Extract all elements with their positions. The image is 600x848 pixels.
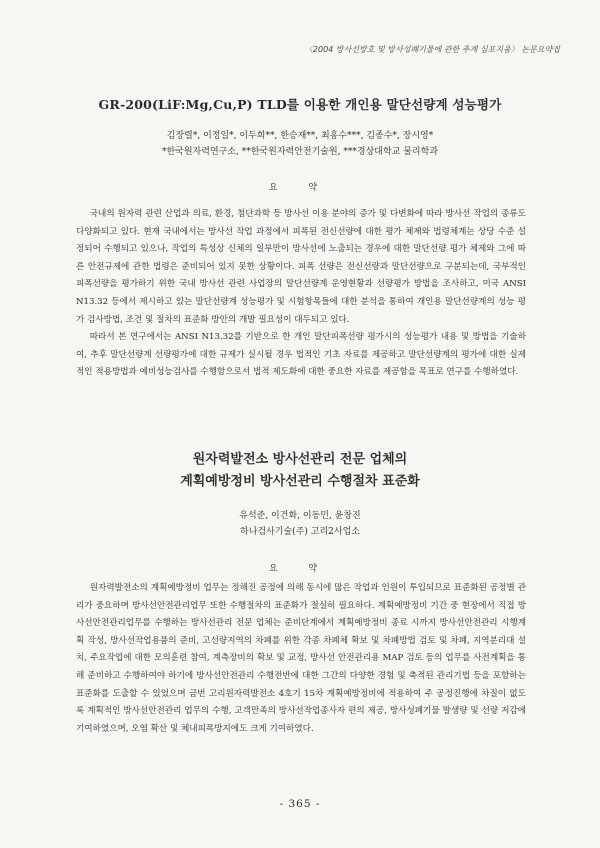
paper1-abstract xyxy=(76,206,526,382)
paper1-title: GR-200(LiF:Mg,Cu,P) TLD를 이용한 개인용 말단선량계 성능평가 xyxy=(98,97,502,112)
running-head: 〈2004 방사선방호 및 방사성폐기물에 관한 추계 심포지움〉 논문요약집 xyxy=(304,45,560,54)
paper1-abstract-heading: 요 약 xyxy=(268,183,332,193)
paper2-title-line2: 계획예방정비 방사선관리 수행절차 표준화 xyxy=(180,474,420,489)
paper2-abstract xyxy=(76,580,526,738)
paper1-paragraph: 국내의 원자력 관련 산업과 의료, 환경, 첨단과학 등 방사선 이용 분야의 증가 및 다변화에 따라 방사선 작업의 종류도 다양화되고 있다. 현재 국내에서는 방사선 작업 과정에서 피폭된 전신선량에 대한 평가 체제와 법령체계는 상당 수준 설정되어 수행되고 있으나, 작업의 특성상 신체의 일부만이 방사선에 노출되는 경우에 대한 말단선량 평가 체제와 그에 따른 안전규제에 관한 법령은 준비되어 있지 못한 상황이다. 피폭 선량은 전신선량과 말단선량으로 구분되는데, 국부적인 피폭선량을 평가하기 위한 국내 방사선 관련 사업장의 말단선량계 운영현황과 선량평가 방법을 조사하고, 미국 ANSI N13.32 등에서 제시하고 있는 말단선량계 성능평가 및 시험항목들에 대한 분석을 통하여 개인용 말단선량계의 성능 평가 검사방법, 조건 및 절차의 표준화 방안의 개발 필요성이 대두되고 있다. xyxy=(76,209,526,325)
paper1-authors: 김장렬*, 이정일*, 이두희**, 한승재**, 최홍수***, 김종수*, 장시영* xyxy=(166,131,434,141)
paper2-authors-block xyxy=(0,508,600,540)
paper1-affiliations: *한국원자력연구소, **한국원자력안전기술원, ***경상대학교 물리학과 xyxy=(161,147,439,157)
paper2-paragraph: 원자력발전소의 계획예방정비 업무는 정해진 공정에 의해 동시에 많은 작업과 인원이 투입되므로 표준화된 공정별 관리가 중요하며 방사선안전관리업무 또한 수행절차의 표준화가 절실히 필요하다. 계획예방정비 기간 중 현장에서 직접 방사선안전관리업무를 수행하는 방사선관리 전문 업체는 준비단계에서 계획예방정비 종료 시까지 방사선안전관리 시행계획 작성, 방사선작업용품의 준비, 고선량지역의 차폐를 위한 각종 차폐체 확보 및 차폐방법 검토 및 차폐, 지역분리대 설치, 주요작업에 대한 모의훈련 참여, 계측장비의 확보 및 교정, 방사선 안전관리용 MAP 검토 등의 업무를 사전계획을 통해 준비하고 수행하여야 하기에 방사선안전관리 수행전반에 대한 그간의 다양한 경험 및 축적된 관리기법 등을 포함하는 표준화를 도출할 수 있었으며 금번 고리원자력발전소 4호기 15차 계획예방정비에 적용하여 주 공정진행에 차질이 없도록 계획적인 방사선안전관리 업무의 수행, 고객만족의 방사선작업종사자 편의 제공, 방사성폐기물 발생량 및 선량 저감에 기여하였으며, 오염 확산 및 체내피폭방지에도 크게 기여하였다. xyxy=(76,583,526,734)
page-number: - 365 - xyxy=(279,798,321,810)
paper2-title-line1: 원자력발전소 방사선관리 전문 업체의 xyxy=(192,452,408,467)
paper2-authors: 유석준, 이건화, 이동민, 윤창진 xyxy=(239,511,361,521)
paper2-affiliations: 하나검사기술(주) 고리2사업소 xyxy=(240,527,360,537)
paper2-abstract-heading: 요 약 xyxy=(268,564,332,574)
paper1-paragraph: 따라서 본 연구에서는 ANSI N13.32를 기반으로 한 개인 말단피폭선량 평가시의 성능평가 내용 및 방법을 기술하여, 추후 말단선량계 선량평가에 대한 규제가 실시될 경우 법적인 기초 자료를 제공하고 말단선량계의 평가에 대한 실제적인 적용방법과 예비성능검사를 수행함으로서 법적 제도화에 대한 중요한 자료를 제공함을 목표로 연구를 수행하였다. xyxy=(76,332,526,378)
paper1-authors-block xyxy=(0,128,600,160)
paper2-title xyxy=(0,449,600,493)
